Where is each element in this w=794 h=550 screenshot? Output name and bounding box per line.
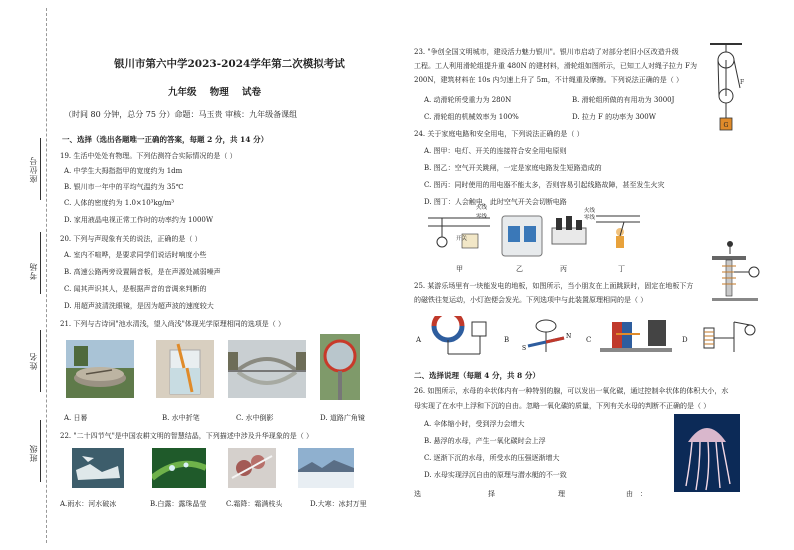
svg-text:S: S [522,345,527,352]
q20-option-b: B. 高速公路两旁设置隔音板，是在声源处减弱噪声 [64,268,221,276]
q23-line-1: 23. "争创全国文明城市，建设活力魅力银川"。银川市启动了对部分老旧小区改造升级 [414,48,679,56]
q24-option-d: D. 图丁：人会触电，此时空气开关会切断电路 [424,198,567,206]
reason-char-2: 择 [488,490,495,498]
q21-option-c: C. 水中倒影 [236,414,274,422]
q22-option-c: C.霜降：霜满枝头 [226,500,283,508]
river-ice-photo [72,448,124,488]
q21-option-d: D. 道路广角镜 [320,414,365,422]
bent-pencil-photo [156,340,214,398]
q22-option-b: B.白露：露珠晶莹 [150,500,207,508]
class-blank [40,420,41,482]
frozen-lake-photo [298,448,354,488]
q19-option-c: C. 人体的密度约为 1.0×10³kg/m³ [64,199,175,207]
q25-option-d: D [682,336,688,344]
q21-stem: 21. 下列与古诗词"池水清浅，望入尚浅"体现光学原理相同的选项是（ ） [60,320,286,328]
q23-option-a: A. 动滑轮所受重力为 280N [424,96,512,104]
q22-option-d: D.大寒：冰封万里 [310,500,367,508]
q21-option-a: A. 日晷 [64,414,88,422]
q23-line-3: 200N，建筑材料在 10s 内匀速上升了 5m，不计绳重及摩擦。下列说法正确的是（ ） [414,76,683,84]
svg-text:G: G [723,122,729,129]
fig-label-bing: 丙 [560,265,567,273]
q26-option-c: C. 逐渐下沉的水母，所受水的压强逐渐增大 [424,454,560,462]
q20-stem: 20. 下列与声现象有关的说法，正确的是（ ） [60,235,202,243]
air-switch-figure [498,212,548,260]
fig-label-ding: 丁 [618,265,625,273]
q19-option-b: B. 银川市一年中的平均气温约为 35℃ [64,183,184,191]
reason-char-4: 由 [626,490,633,498]
q25-line-1: 25. 某游乐场里有一块能发电的地板，如图所示，当小朋友在上面跳跃时，固定在地板下方 [414,282,694,290]
jia-live-label: 火线 [476,205,488,211]
q20-option-a: A. 室内不喧哗，是要求同学们说话时响度小些 [64,251,207,259]
exam-meta: （时间 80 分钟，总分 75 分）命题：马玉贵 审核：九年级备课组 [64,110,298,119]
q25-line-2: 的磁铁往复运动，小灯泡便会发光。下列选项中与此装置原理相同的是（ ） [414,296,648,304]
jellyfish-photo [674,414,740,492]
q25-option-b: B [504,336,510,344]
q25-figure-d [694,312,764,358]
q23-option-b: B. 滑轮组所做的有用功为 3000J [572,96,675,104]
class-label: 班级 [29,444,38,462]
fig-label-jia: 甲 [456,265,463,273]
ding-neutral-label: 零线 [584,215,596,221]
q24-option-a: A. 图甲：电灯、开关的连接符合安全用电原则 [424,147,567,155]
q19-option-d: D. 家用液晶电视正常工作时的功率约为 1000W [64,216,214,224]
room-label: 考场 [29,262,38,280]
q26-line-1: 26. 如图所示，水母的伞状体内有一种特别的腺，可以发出一氧化碳，通过控制伞状体的体积大小，水 [414,387,729,395]
q26-option-b: B. 悬浮的水母，产生一氧化碳时会上浮 [424,437,546,445]
q26-line-2: 母实现了在水中上浮和下沉的自由。忽略一氧化碳的质量，下列有关水母的判断不正确的是（ ） [414,402,711,410]
name-label: 姓名 [29,352,38,370]
q24-stem: 24. 关于家庭电路和安全用电，下列说法正确的是（ ） [414,130,584,138]
floor-generator-figure [708,236,764,306]
q23-option-c: C. 滑轮组的机械效率为 100% [424,113,519,121]
pulley-figure [704,40,748,134]
binding-dashed-line [46,8,47,543]
q21-option-b: B. 水中折笔 [162,414,200,422]
q24-option-c: C. 图丙：同时使用的用电器不能太多，否则容易引起线路故障，甚至发生火灾 [424,181,665,189]
bridge-reflection-photo [228,340,306,398]
jia-neutral-label: 零线 [476,214,488,220]
reason-char-3: 理 [558,490,565,498]
q25-figure-c [596,312,676,358]
exam-title: 银川市第六中学2023-2024学年第二次模拟考试 [114,58,345,70]
dewdrop-photo [152,448,206,488]
q22-option-a: A.雨水：河水破冰 [60,500,117,508]
seat-label: 座位号 [29,156,38,183]
ding-live-label: 火线 [584,208,596,214]
section2-heading: 二、选择说理（每题 4 分，共 8 分） [414,371,540,380]
svg-text:F: F [740,79,745,86]
q20-option-d: D. 用超声波清洗眼镜，是因为超声波的速度较大 [64,302,214,310]
q25-figure-a [428,316,494,360]
exam-subtitle: 九年级 物理 试卷 [168,87,261,98]
room-blank [40,232,41,294]
reason-char-1: 选 [414,490,421,498]
sundial-photo [66,340,134,398]
binding-strip [0,0,50,550]
q20-option-c: C. 闻其声识其人，是根据声音的音调来判断的 [64,285,207,293]
name-blank [40,330,41,392]
seat-blank [40,138,41,200]
q23-line-2: 工程。工人利用滑轮组提升重 480N 的建材料，滑轮组如图所示，已知工人对绳子拉力 F为 [414,62,698,70]
q25-figure-b [514,312,578,360]
q25-option-c: C [586,336,592,344]
q23-option-d: D. 拉力 F 的功率为 300W [572,113,656,121]
q25-option-a: A [416,336,422,344]
q19-stem: 19. 生活中处处有物理。下列估测符合实际情况的是（ ） [60,152,237,160]
reason-colon: ： [640,490,647,498]
fig-label-yi: 乙 [516,265,523,273]
q19-option-a: A. 中学生大拇指指甲的宽度约为 1dm [64,167,183,175]
jia-switch-label: 开关 [456,236,468,242]
q24-option-b: B. 图乙：空气开关跳闸，一定是家庭电路发生短路造成的 [424,164,602,172]
electrocution-figure [596,210,640,260]
q22-stem: 22. "二十四节气"是中国农耕文明的智慧结晶，下列描述中涉及升华现象的是（ ） [60,432,314,440]
frost-branch-photo [228,448,276,488]
q26-option-d: D. 水母实现浮沉自由的原理与潜水艇的不一致 [424,471,567,479]
section1-heading: 一、选择（选出各题唯一正确的答案，每题 2 分，共 14 分） [62,135,269,144]
q26-option-a: A. 伞体缩小时，受到浮力会增大 [424,420,525,428]
svg-text:N: N [566,333,572,340]
road-mirror-photo [320,334,360,400]
